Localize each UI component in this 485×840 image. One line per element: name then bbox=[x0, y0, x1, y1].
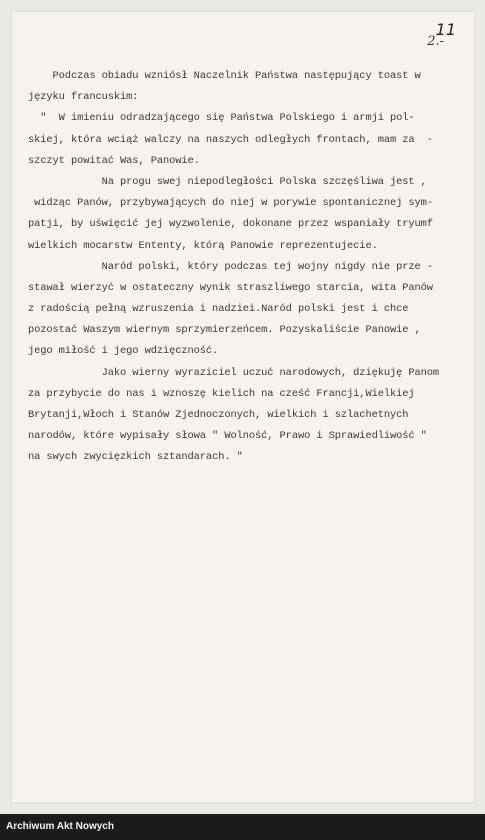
text-line: widząc Panów, przybywających do niej w porywie spontanicznej sym- bbox=[28, 197, 433, 210]
text-line: jego miłość i jego wdzięczność. bbox=[28, 345, 219, 358]
text-line: z radością pełną wzruszenia i nadziei.Naród polski jest i chce bbox=[28, 303, 409, 316]
text-line: za przybycie do nas i wznoszę kielich na cześć Francji,Wielkiej bbox=[28, 387, 415, 400]
text-line: " W imieniu odradzającego się Państwa Polskiego i armji pol- bbox=[28, 112, 415, 125]
page-number: 11 bbox=[435, 20, 456, 39]
text-line: szczyt powitać Was, Panowie. bbox=[28, 154, 200, 167]
text-line: skiej, która wciąż walczy na naszych odległych frontach, mam za - bbox=[28, 133, 433, 146]
handwritten-mark: 2.- bbox=[427, 34, 444, 49]
text-line: Na progu swej niepodległości Polska szczęśliwa jest , bbox=[28, 175, 427, 188]
text-line: Podczas obiadu wzniósł Naczelnik Państwa następujący toast w bbox=[28, 70, 421, 82]
text-line: na swych zwycięzkich sztandarach. " bbox=[28, 451, 243, 464]
typed-text bbox=[28, 66, 460, 469]
archive-label: Archiwum Akt Nowych bbox=[6, 821, 114, 832]
text-line: Naród polski, który podczas tej wojny nigdy nie prze - bbox=[28, 260, 433, 273]
text-line: narodów, które wypisały słowa " Wolność, Prawo i Sprawiedliwość " bbox=[28, 430, 427, 443]
text-line: patji, by uświęcić jej wyzwolenie, dokonane przez wspaniały tryumf bbox=[28, 218, 433, 231]
text-line: pozostać Waszym wiernym sprzymierzeńcem. Pozyskaliście Panowie , bbox=[28, 324, 421, 337]
text-line: Jako wierny wyraziciel uczuć narodowych, dziękuję Panom bbox=[28, 366, 440, 379]
text-line: stawał wierzyć w ostateczny wynik straszliwego starcia, wita Panów bbox=[28, 281, 433, 294]
text-line: języku francuskim: bbox=[28, 91, 139, 104]
archive-footer bbox=[0, 814, 485, 840]
text-line: Brytanji,Włoch i Stanów Zjednoczonych, wielkich i szlachetnych bbox=[28, 409, 409, 421]
text-line: wielkich mocarstw Ententy, którą Panowie reprezentujecie. bbox=[28, 239, 378, 252]
document-page bbox=[12, 12, 474, 802]
